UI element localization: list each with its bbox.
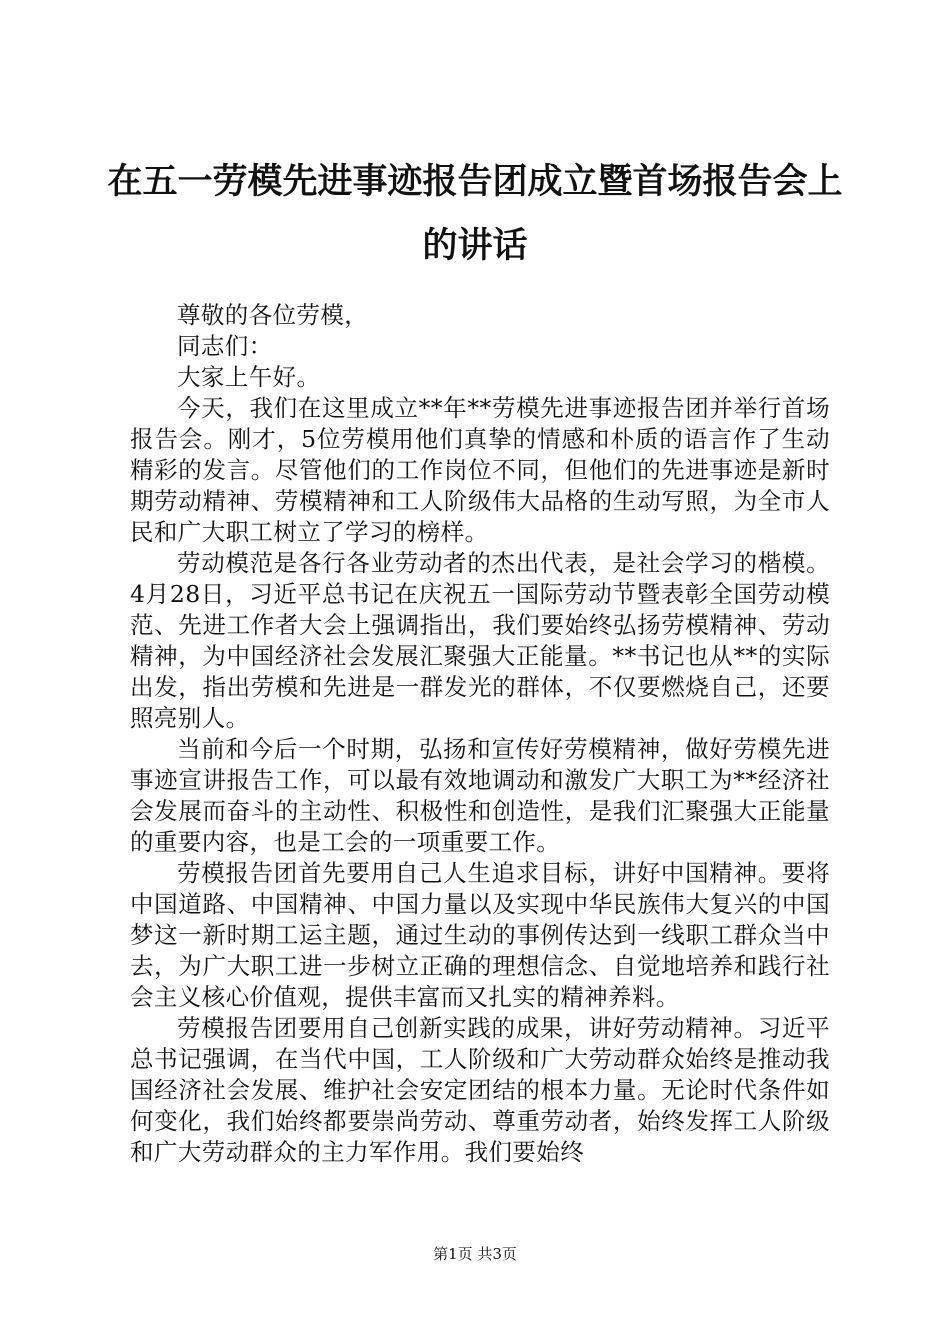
document-body — [130, 300, 830, 1168]
paragraph: 劳模报告团要用自己创新实践的成果，讲好劳动精神。习近平总书记强调，在当代中国，工人阶级和广大劳动群众始终是推动我国经济社会发展、维护社会安定团结的根本力量。无论时代条件如何变化，我们始终都要崇尚劳动、尊重劳动者，始终发挥工人阶级和广大劳动群众的主力军作用。我们要始终 — [130, 1014, 830, 1166]
paragraph: 今天，我们在这里成立**年**劳模先进事迹报告团并举行首场报告会。刚才，5位劳模用他们真挚的情感和朴质的语言作了生动精彩的发言。尽管他们的工作岗位不同，但他们的先进事迹是新时期劳动精神、劳模精神和工人阶级伟大品格的生动写照，为全市人民和广大职工树立了学习的榜样。 — [130, 394, 830, 546]
paragraph-greeting: 大家上午好。 — [177, 363, 321, 391]
paragraph-salutation-1: 尊敬的各位劳模， — [177, 301, 369, 329]
paragraph: 劳模报告团首先要用自己人生追求目标，讲好中国精神。要将中国道路、中国精神、中国力量以及实现中华民族伟大复兴的中国梦这一新时期工运主题，通过生动的事例传达到一线职工群众当中去，为广大职工进一步树立正确的理想信念、自觉地培养和践行社会主义核心价值观，提供丰富而又扎实的精神养料。 — [130, 859, 830, 1011]
paragraph: 劳动模范是各行各业劳动者的杰出代表，是社会学习的楷模。4月28日，习近平总书记在庆祝五一国际劳动节暨表彰全国劳动模范、先进工作者大会上强调指出，我们要始终弘扬劳模精神、劳动精神，为中国经济社会发展汇聚强大正能量。**书记也从**的实际出发，指出劳模和先进是一群发光的群体，不仅要燃烧自己，还要照亮别人。 — [130, 549, 830, 732]
document-title: 在五一劳模先进事迹报告团成立暨首场报告会上的讲话 — [107, 162, 843, 266]
page-footer: 第1页 共3页 — [433, 1245, 517, 1263]
paragraph: 当前和今后一个时期，弘扬和宣传好劳模精神，做好劳模先进事迹宣讲报告工作，可以最有效地调动和激发广大职工为**经济社会发展而奋斗的主动性、积极性和创造性，是我们汇聚强大正能量的重要内容，也是工会的一项重要工作。 — [130, 735, 830, 856]
paragraph-salutation-2: 同志们： — [177, 332, 273, 360]
